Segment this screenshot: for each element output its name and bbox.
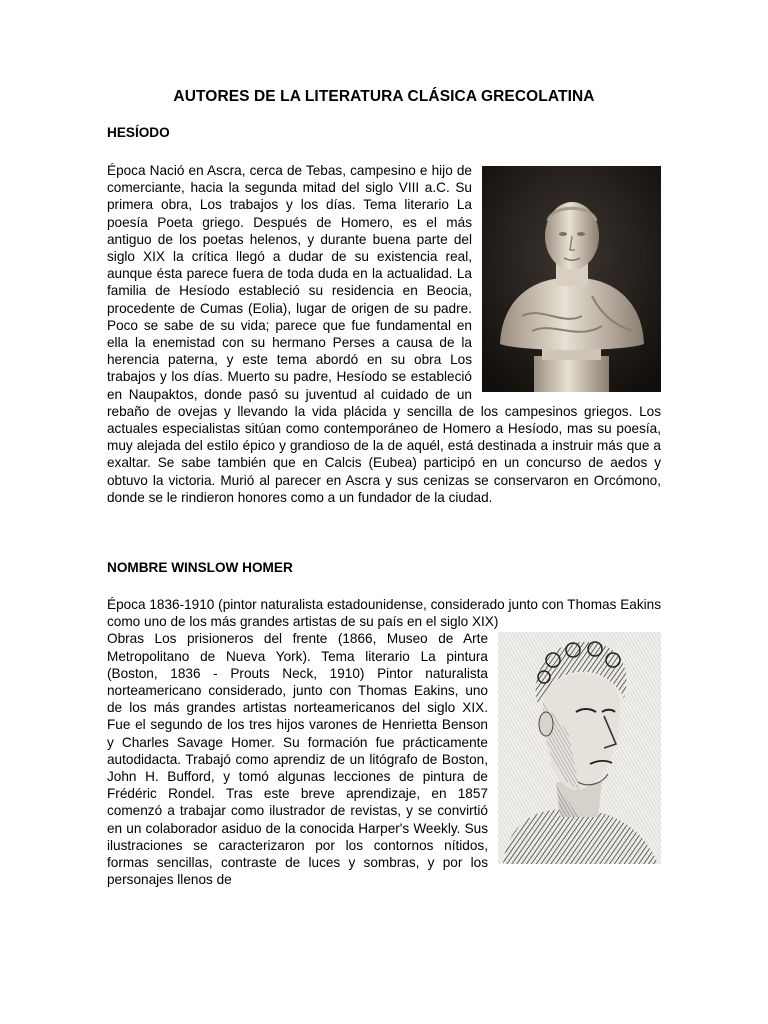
section-body-hesiodo: [107, 162, 661, 506]
engraved-portrait-image: [498, 632, 661, 864]
bust-image: [482, 166, 661, 392]
section-body-winslow-homer: [107, 596, 661, 888]
section-heading-hesiodo: HESÍODO: [107, 125, 170, 140]
page-title: AUTORES DE LA LITERATURA CLÁSICA GRECOLATINA: [173, 88, 595, 105]
section-text-winslow-homer: Obras Los prisioneros del frente (1866, Museo de Arte Metropolitano de Nueva York). Tema literario La pintura (Boston, 1836 - Prouts Neck, 1910) Pintor naturalista norteamericano considerado, junto con Thomas Eakins, uno de los más grandes artistas norteamericanos del siglo XIX. Fue el segundo de los tres hijos varones de Henrietta Benson y Charles Savage Homer. Su formación fue prácticamente autodidacta. Trabajó como aprendiz de un litógrafo de Boston, John H. Bufford, y tomó algunas lecciones de pintura de Frédéric Rondel. Tras este breve aprendizaje, en 1857 comenzó a trabajar como ilustrador de revistas, y se convirtió en un colaborador asiduo de la conocida Harper's Weekly. Sus ilustraciones se caracterizaron por los contornos nítidos, formas sencillas, contraste de luces y sombras, y por los personajes llenos de: [107, 631, 488, 888]
section-text-hesiodo: Época Nació en Ascra, cerca de Tebas, campesino e hijo de comerciante, hacia la segunda mitad del siglo VIII a.C. Su primera obra, Los trabajos y los días. Tema literario La poesía Poeta griego. Después de Homero, es el más antiguo de los poetas helenos, y durante buena parte del siglo XIX la crítica llegó a dudar de su existencia real, aunque ésta parece fuera de toda duda en la actualidad. La familia de Hesíodo estableció su residencia en Beocia, procedente de Cumas (Eolia), lugar de origen de su padre. Poco se sabe de su vida; parece que fue fundamental en ella la enemistad con su hermano Perses a causa de la herencia paterna, y este tema abordó en su obra Los trabajos y los días. Muerto su padre, Hesíodo se estableció en Naupaktos, donde pasó su juventud al cuidado de un rebaño de ovejas y llevando la vida plácida y sencilla de los campesinos griegos. Los actuales especialistas sitúan como contemporáneo de Homero a Hesíodo, mas su poesía, muy alejada del estilo épico y grandioso de la de aquél, está destinada a instruir más que a exaltar. Se sabe también que en Calcis (Eubea) participó en un concurso de aedos y obtuvo la victoria. Murió al parecer en Ascra y sus cenizas se conservaron en Orcómono, donde se le rindieron honores como a un fundador de la ciudad.: [107, 163, 661, 505]
section-heading-winslow-homer: NOMBRE WINSLOW HOMER: [107, 560, 293, 575]
section-intro-winslow-homer: Época 1836-1910 (pintor naturalista estadounidense, considerado junto con Thomas Eakins como uno de los más grandes artistas de su país en el siglo XIX): [107, 597, 661, 630]
